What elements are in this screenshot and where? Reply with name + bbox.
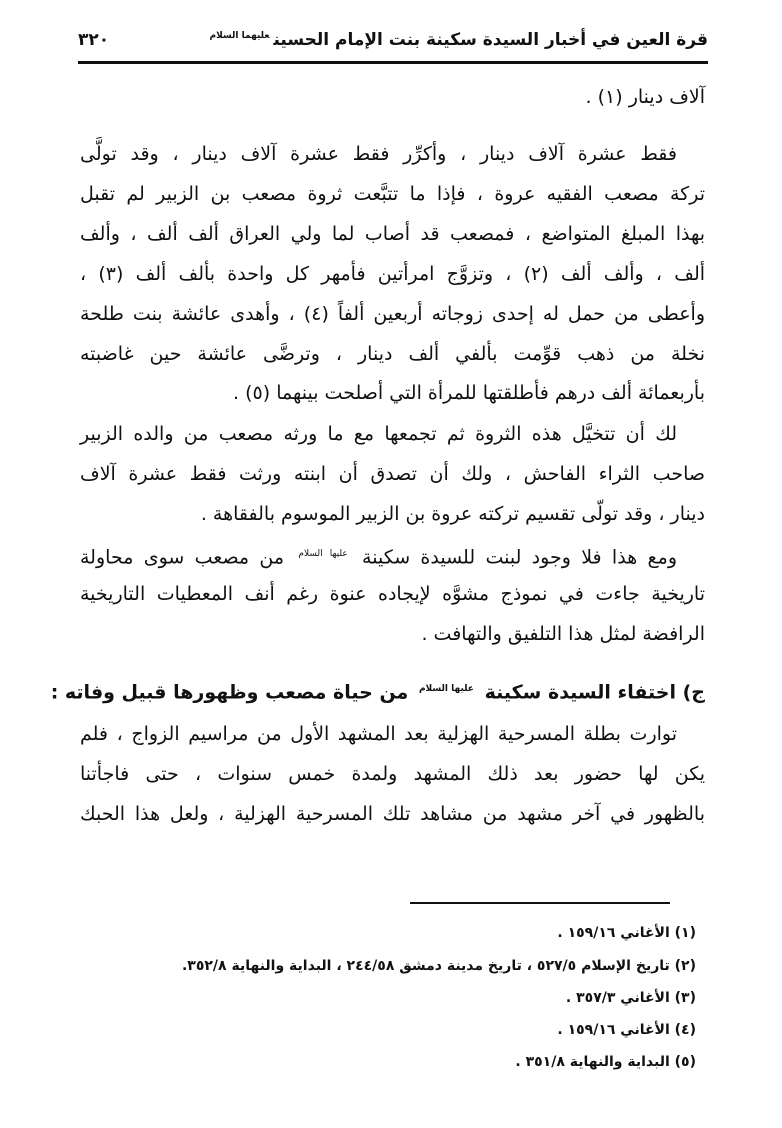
running-header bbox=[78, 30, 708, 58]
text-line: وأعطى من حمل له إحدى زوجاته أربعين ألفاً (٤) ، وأهدى عائشة بنت طلحة bbox=[80, 303, 706, 325]
text-line: لك أن تتخيَّل هذه الثروة ثم تجمعها مع ما ورثه مصعب من والده الزبير bbox=[80, 423, 677, 445]
honorific: عليها السلام bbox=[298, 549, 348, 559]
text-line: تاريخية جاءت في نموذج مشوَّه لإيجاده عنوة رغم أنف المعطيات التاريخية bbox=[80, 583, 705, 605]
footnote: (٥) البداية والنهاية ٣٥١/٨ . bbox=[515, 1054, 696, 1070]
book-title-text: قرة العين في أخبار السيدة سكينة بنت الإمام الحسين bbox=[273, 30, 708, 50]
heading-segment: ج) اختفاء السيدة سكينة bbox=[484, 681, 705, 704]
section-heading bbox=[50, 674, 705, 707]
text-line: بأربعمائة ألف درهم فأطلقتها للمرأة التي أصلحت بينهما (٥) . bbox=[233, 382, 705, 404]
text-line: نخلة من ذهب قوِّمت بألفي ألف دينار ، وترضَّى عائشة حين غاضبته bbox=[80, 343, 705, 365]
text-line: توارت بطلة المسرحية الهزلية بعد المشهد الأول من مراسيم الزواج ، فلم bbox=[80, 723, 677, 745]
text-line: بهذا المبلغ المتواضع ، فمصعب قد أصاب لما ولي العراق ألف ألف ، وألف bbox=[80, 223, 705, 245]
text-line: دينار ، وقد تولّى تقسيم تركته عروة بن الزبير الموسوم بالفقاهة . bbox=[200, 503, 705, 525]
text-segment: ومع هذا فلا وجود لبنت للسيدة سكينة bbox=[362, 546, 677, 569]
text-line: آلاف دينار (١) . bbox=[585, 86, 705, 108]
honorific: عليها السلام bbox=[418, 684, 474, 694]
text-segment: من مصعب سوى محاولة bbox=[80, 546, 285, 569]
book-title bbox=[205, 30, 708, 50]
text-line: ألف ، وألف ألف (٢) ، وتزوَّج امرأتين فأمهر كل واحدة بألف ألف (٣) ، bbox=[80, 263, 706, 285]
footnote: (٤) الأغاني ١٥٩/١٦ . bbox=[557, 1022, 696, 1038]
footnote: (٣) الأغاني ٣٥٧/٣ . bbox=[565, 990, 696, 1006]
footnote: (١) الأغاني ١٥٩/١٦ . bbox=[557, 925, 696, 941]
text-line: فقط عشرة آلاف دينار ، وأكرِّر فقط عشرة آلاف دينار ، وقد تولَّى bbox=[80, 143, 677, 165]
footnote-rule bbox=[410, 902, 670, 904]
honorific: عليهما السلام bbox=[209, 31, 270, 42]
text-line: الرافضة لمثل هذا التلفيق والتهافت . bbox=[421, 623, 705, 645]
text-line: تركة مصعب الفقيه عروة ، فإذا ما تتبَّعت ثروة مصعب بن الزبير لم تقبل bbox=[80, 183, 705, 205]
text-line: بالظهور في آخر مشهد من مشاهد تلك المسرحية الهزلية ، ولعل هذا الحبك bbox=[80, 803, 705, 825]
text-line bbox=[80, 539, 705, 572]
page-number: ٣٢٠ bbox=[78, 30, 110, 50]
heading-segment: من حياة مصعب وظهورها قبيل وفاته : bbox=[50, 681, 409, 704]
header-rule bbox=[78, 61, 708, 64]
footnote: (٢) تاريخ الإسلام ٥٢٧/٥ ، تاريخ مدينة دمشق ٢٤٤/٥٨ ، البداية والنهاية ٣٥٢/٨. bbox=[181, 958, 696, 974]
text-line: صاحب الثراء الفاحش ، ولك أن تصدق أن ابنته ورثت فقط عشرة آلاف bbox=[80, 463, 705, 485]
text-line: يكن لها حضور بعد ذلك المشهد ولمدة خمس سنوات ، حتى فاجأتنا bbox=[80, 763, 705, 785]
